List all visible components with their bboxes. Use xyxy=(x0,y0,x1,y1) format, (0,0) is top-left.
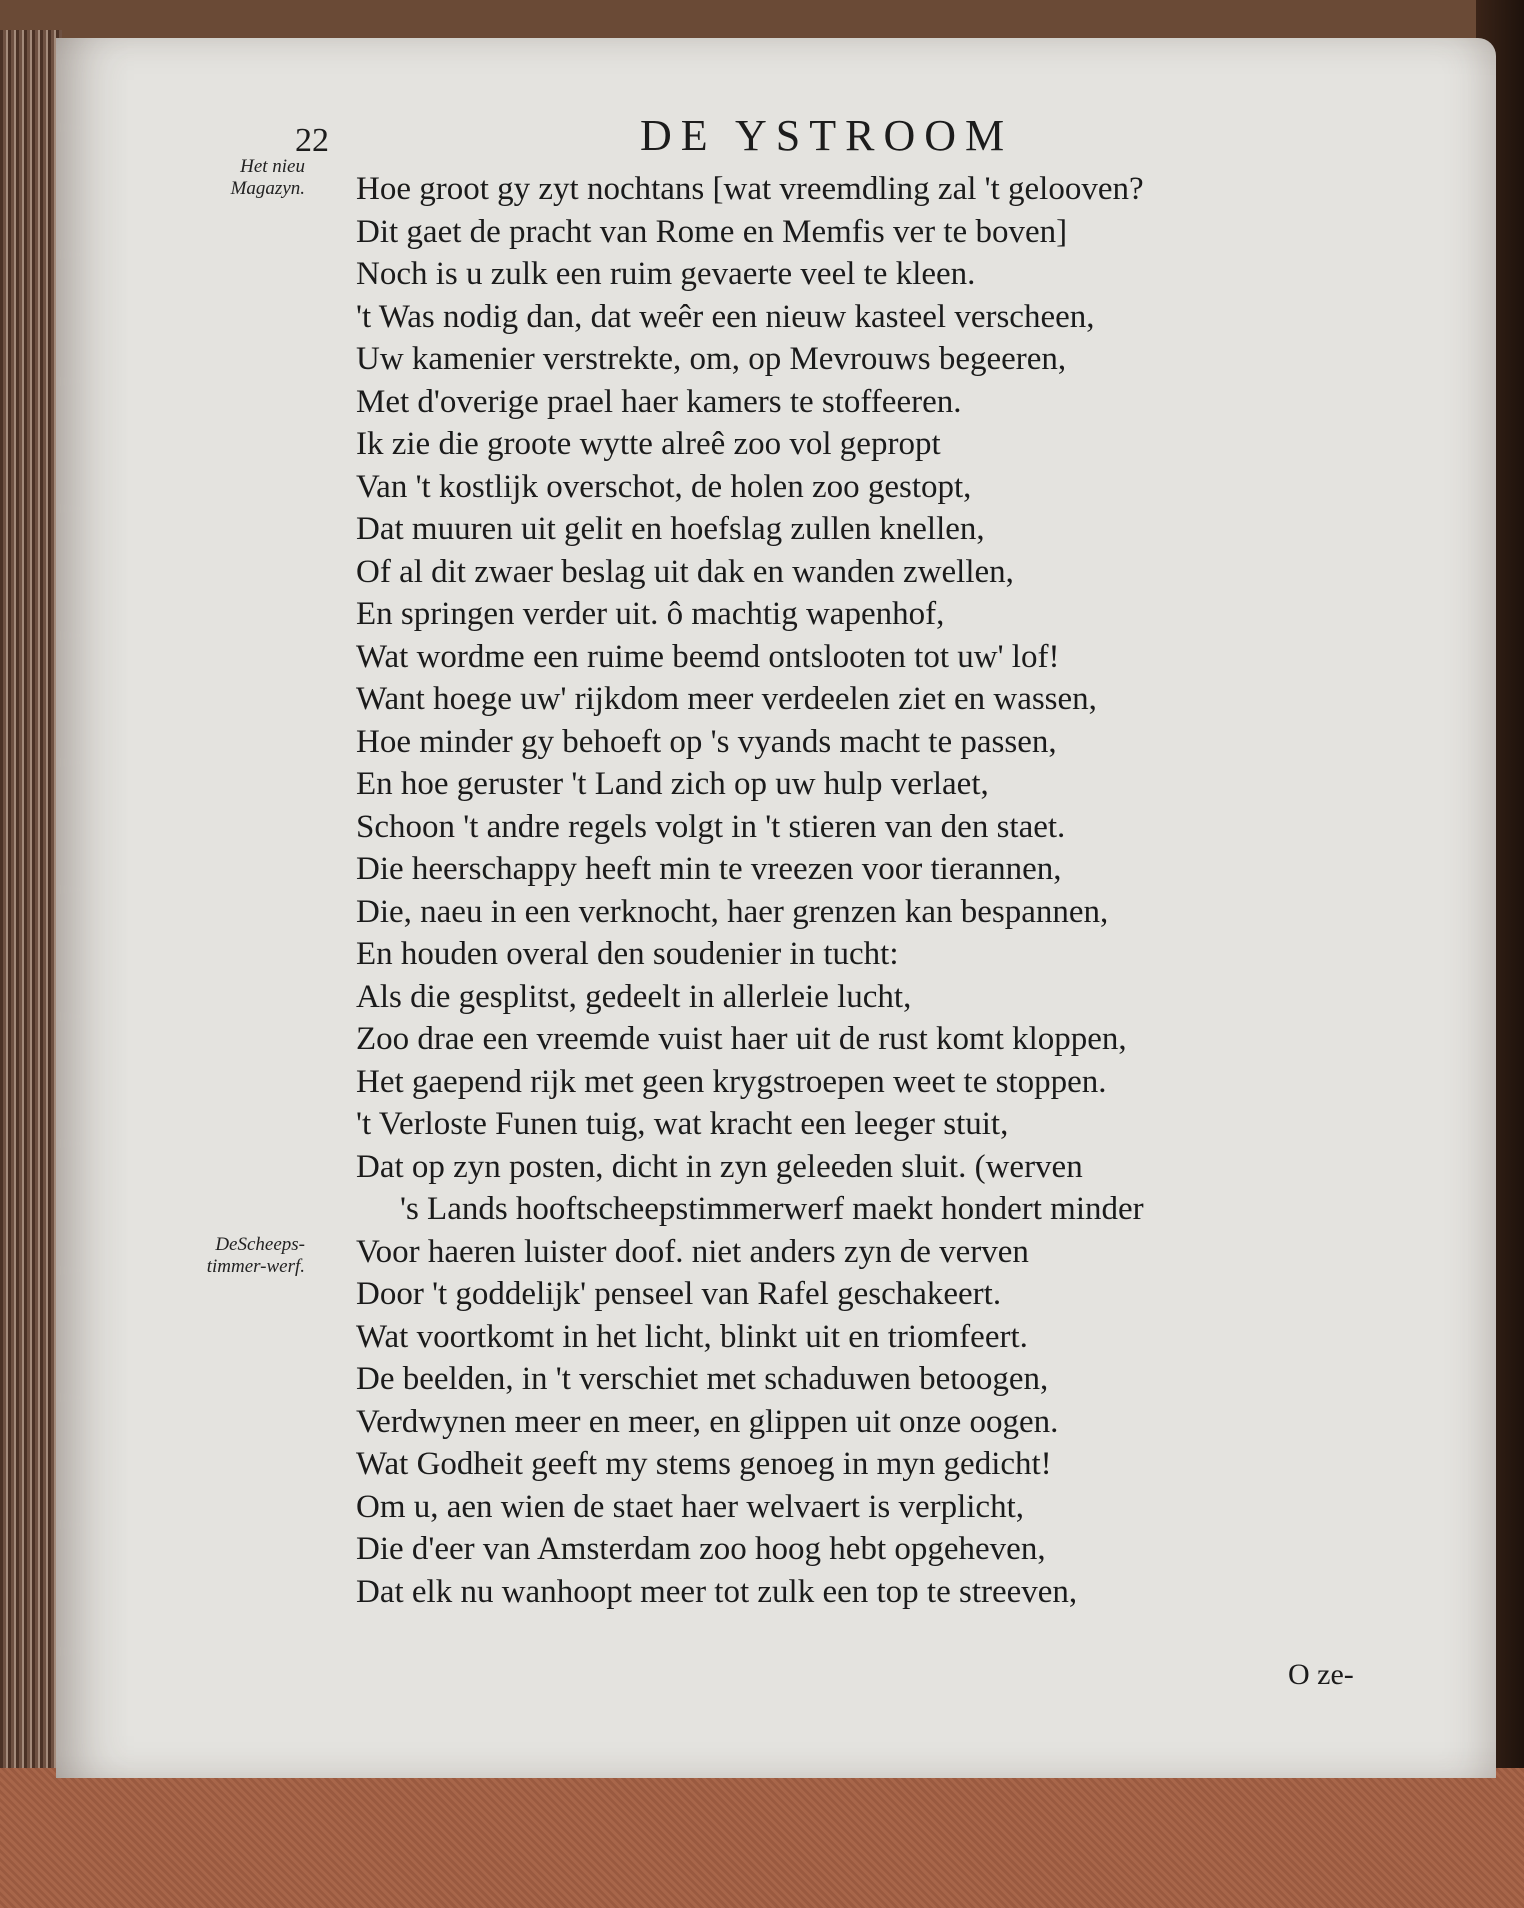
poem-line: Zoo drae een vreemde vuist haer uit de rust komt kloppen, xyxy=(356,1021,1127,1057)
poem-line: Dat op zyn posten, dicht in zyn geleeden sluit. (werven xyxy=(356,1148,1083,1185)
poem-line: Het gaepend rijk met geen krygstroepen weet te stoppen. xyxy=(356,1063,1107,1100)
book-page-edges xyxy=(0,30,62,1790)
table-cloth xyxy=(0,1768,1524,1908)
poem-line: Hoe minder gy behoeft op 's vyands macht te passen, xyxy=(356,723,1057,760)
poem-line: Wat wordme een ruime beemd ontslooten tot uw' lof! xyxy=(356,638,1060,675)
poem-line: Noch is u zulk een ruim gevaerte veel te kleen. xyxy=(356,256,976,292)
catchword: O ze- xyxy=(1288,1658,1354,1691)
poem-line: Van 't kostlijk overschot, de holen zoo gestopt, xyxy=(356,468,972,505)
margin-note-scheepstimmerwerf: DeScheeps-timmer-werf. xyxy=(206,1234,305,1277)
poem-line: Die, naeu in een verknocht, haer grenzen kan bespannen, xyxy=(356,893,1109,930)
poem-line: Dat muuren uit gelit en hoefslag zullen knellen, xyxy=(356,511,985,547)
poem-line: En springen verder uit. ô machtig wapenhof, xyxy=(356,596,945,632)
poem-line: Ik zie die groote wytte alreê zoo vol gepropt xyxy=(356,426,941,462)
poem-line: Wat voortkomt in het licht, blinkt uit en triomfeert. xyxy=(356,1318,1028,1355)
poem-line: 't Verloste Funen tuig, wat kracht een leeger stuit, xyxy=(356,1106,1009,1142)
poem-line: Want hoege uw' rijkdom meer verdeelen ziet en wassen, xyxy=(356,681,1097,717)
poem-line: Door 't goddelijk' penseel van Rafel geschakeert. xyxy=(356,1276,1002,1312)
poem-line: De beelden, in 't verschiet met schaduwen betoogen, xyxy=(356,1361,1049,1397)
poem-line: Die d'eer van Amsterdam zoo hoog hebt opgeheven, xyxy=(356,1531,1046,1567)
poem-line: Uw kamenier verstrekte, om, op Mevrouws begeeren, xyxy=(356,341,1067,377)
poem-line: 't Was nodig dan, dat weêr een nieuw kasteel verscheen, xyxy=(356,298,1095,335)
margin-note-magazyn: Het nieu Magazyn. xyxy=(230,156,305,199)
poem-line: 's Lands hooftscheepstimmerwerf maekt hondert minder xyxy=(400,1191,1144,1227)
poem-line: En hoe geruster 't Land zich op uw hulp verlaet, xyxy=(356,766,989,802)
poem-line: Wat Godheit geeft my stems genoeg in myn gedicht! xyxy=(356,1446,1052,1482)
running-head: DE YSTROOM xyxy=(640,111,1014,160)
poem-text xyxy=(356,168,1386,1613)
poem-line: Hoe groot gy zyt nochtans [wat vreemdling zal 't gelooven? xyxy=(356,171,1144,207)
poem-line: Met d'overige prael haer kamers te stoffeeren. xyxy=(356,383,962,420)
poem-line: En houden overal den soudenier in tucht: xyxy=(356,936,899,972)
poem-line: Dit gaet de pracht van Rome en Memfis ver te boven] xyxy=(356,213,1068,250)
poem-line: Dat elk nu wanhoopt meer tot zulk een top te streeven, xyxy=(356,1573,1078,1610)
poem-line: Of al dit zwaer beslag uit dak en wanden zwellen, xyxy=(356,553,1014,590)
poem-line: Die heerschappy heeft min te vreezen voor tierannen, xyxy=(356,851,1062,887)
poem-line: Om u, aen wien de staet haer welvaert is verplicht, xyxy=(356,1488,1024,1525)
poem-line: Voor haeren luister doof. niet anders zyn de verven xyxy=(356,1233,1029,1270)
poem-line: Verdwynen meer en meer, en glippen uit onze oogen. xyxy=(356,1403,1059,1440)
poem-line: Als die gesplitst, gedeelt in allerleie lucht, xyxy=(356,978,912,1015)
page-number: 22 xyxy=(295,122,329,159)
poem-line: Schoon 't andre regels volgt in 't stieren van den staet. xyxy=(356,808,1066,845)
